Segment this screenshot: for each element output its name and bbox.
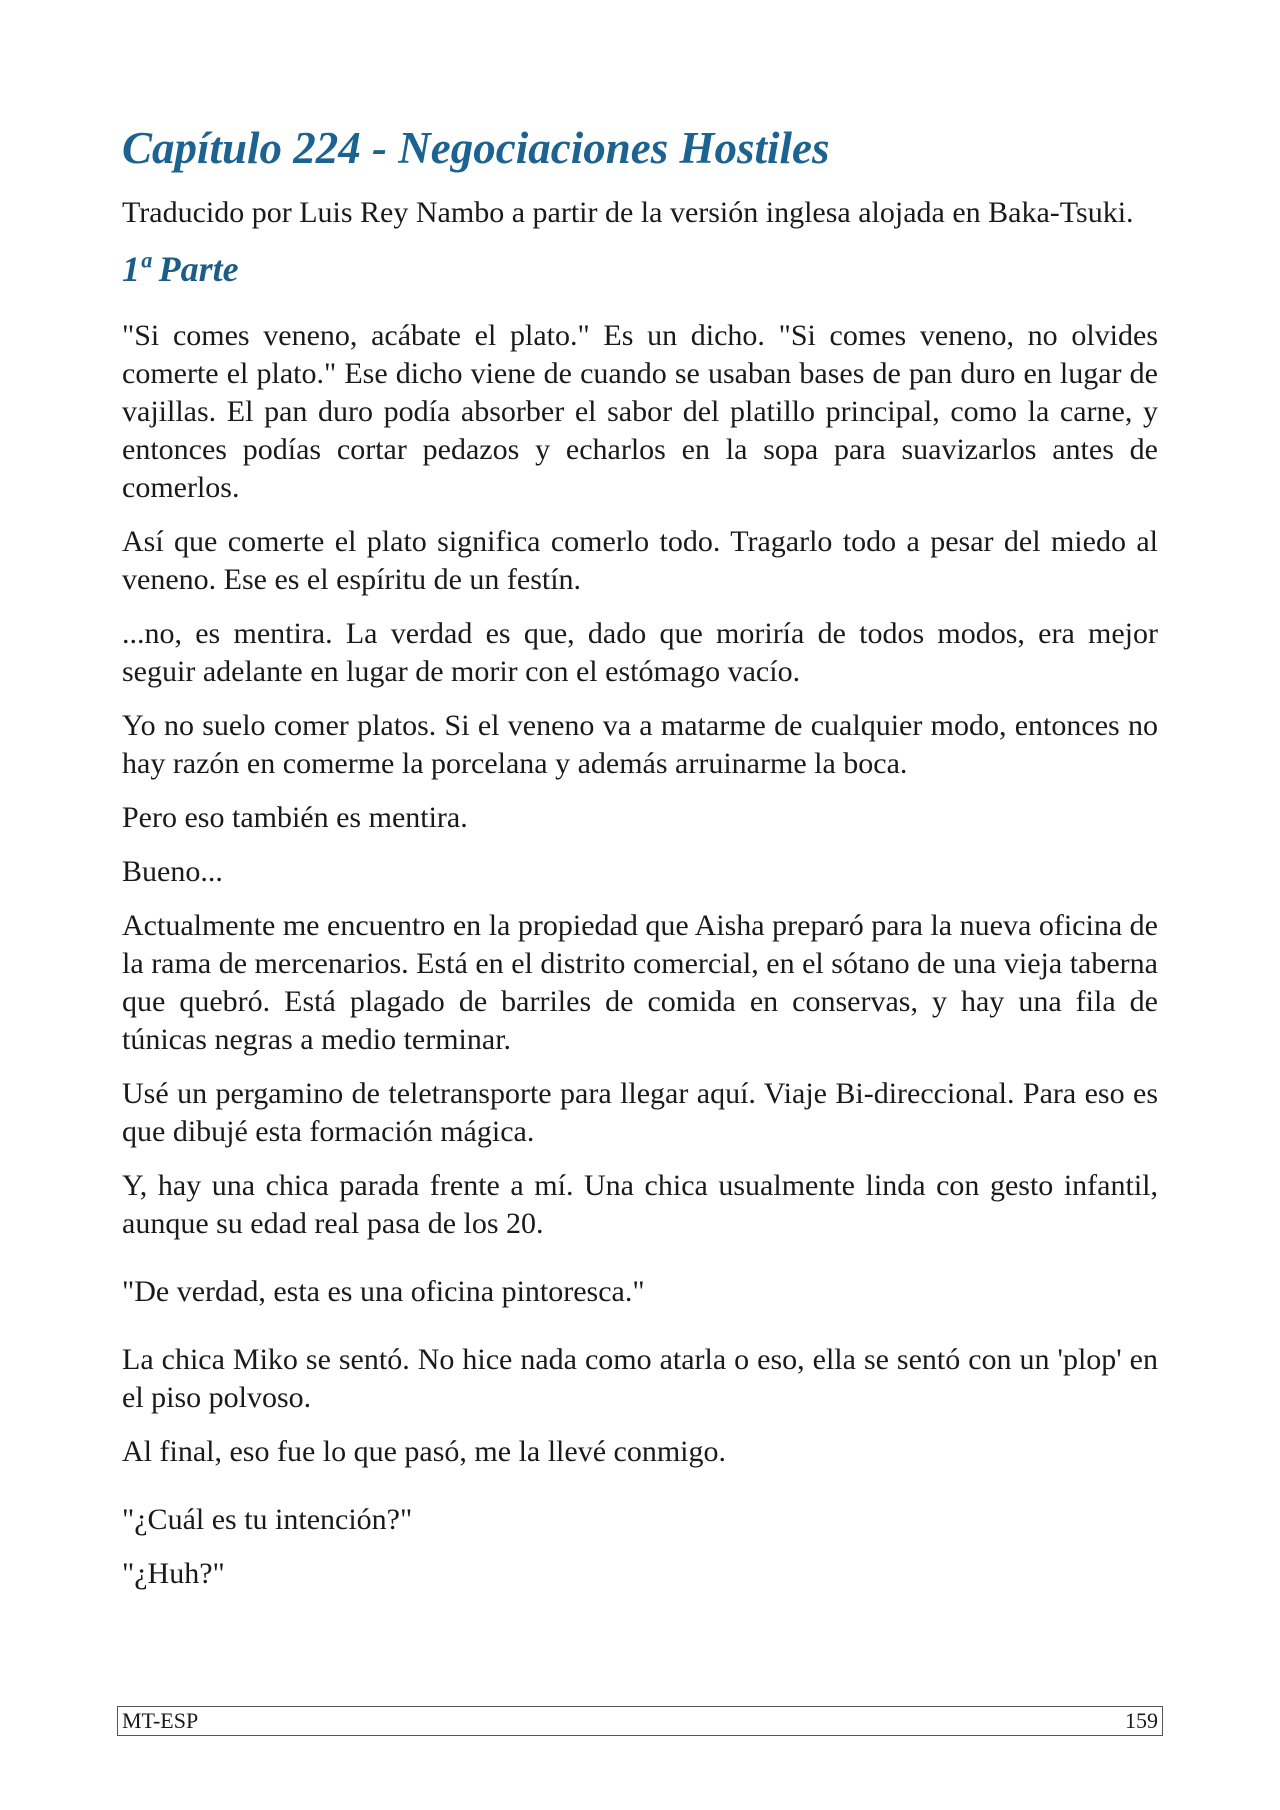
paragraph: Bueno... <box>122 855 223 889</box>
footer-label: MT-ESP <box>122 1708 199 1733</box>
paragraph: "Si comes veneno, acábate el plato." Es un dicho. "Si comes veneno, no olvides comerte el plato." Ese dicho viene de cuando se usaban bases de pan duro en lugar de vajillas. El pan duro podía absorber el sabor del platillo principal, como la carne, y entonces podías cortar pedazos y echarlos en la sopa para suavizarlos antes de comerlos. <box>122 319 1158 505</box>
paragraph: Y, hay una chica parada frente a mí. Una chica usualmente linda con gesto infantil, aunque su edad real pasa de los 20. <box>122 1169 1158 1241</box>
paragraph: La chica Miko se sentó. No hice nada como atarla o eso, ella se sentó con un 'plop' en el piso polvoso. <box>122 1343 1158 1415</box>
chapter-title: Capítulo 224 - Negociaciones Hostiles <box>122 123 830 173</box>
paragraph: "¿Cuál es tu intención?" <box>122 1503 413 1537</box>
paragraph: Así que comerte el plato significa comerlo todo. Tragarlo todo a pesar del miedo al veneno. Ese es el espíritu de un festín. <box>122 525 1158 597</box>
paragraph: Usé un pergamino de teletransporte para llegar aquí. Viaje Bi-direccional. Para eso es que dibujé esta formación mágica. <box>122 1077 1158 1149</box>
paragraph: "De verdad, esta es una oficina pintoresca." <box>122 1275 645 1309</box>
paragraph: Pero eso también es mentira. <box>122 801 468 835</box>
page-content <box>122 120 1158 1609</box>
page-footer <box>117 1706 1163 1736</box>
paragraph: "¿Huh?" <box>122 1557 225 1591</box>
paragraph: ...no, es mentira. La verdad es que, dado que moriría de todos modos, era mejor seguir adelante en lugar de morir con el estómago vacío. <box>122 617 1158 689</box>
section-title: 1ª Parte <box>122 249 239 290</box>
paragraph: Al final, eso fue lo que pasó, me la llevé conmigo. <box>122 1435 726 1469</box>
translator-credit: Traducido por Luis Rey Nambo a partir de la versión inglesa alojada en Baka-Tsuki. <box>122 196 1134 230</box>
paragraph: Yo no suelo comer platos. Si el veneno va a matarme de cualquier modo, entonces no hay razón en comerme la porcelana y además arruinarme la boca. <box>122 709 1158 781</box>
paragraph: Actualmente me encuentro en la propiedad que Aisha preparó para la nueva oficina de la rama de mercenarios. Está en el distrito comercial, en el sótano de una vieja taberna que quebró. Está plagado de barriles de comida en conservas, y hay una fila de túnicas negras a medio terminar. <box>122 909 1158 1057</box>
page-number: 159 <box>1125 1708 1158 1733</box>
